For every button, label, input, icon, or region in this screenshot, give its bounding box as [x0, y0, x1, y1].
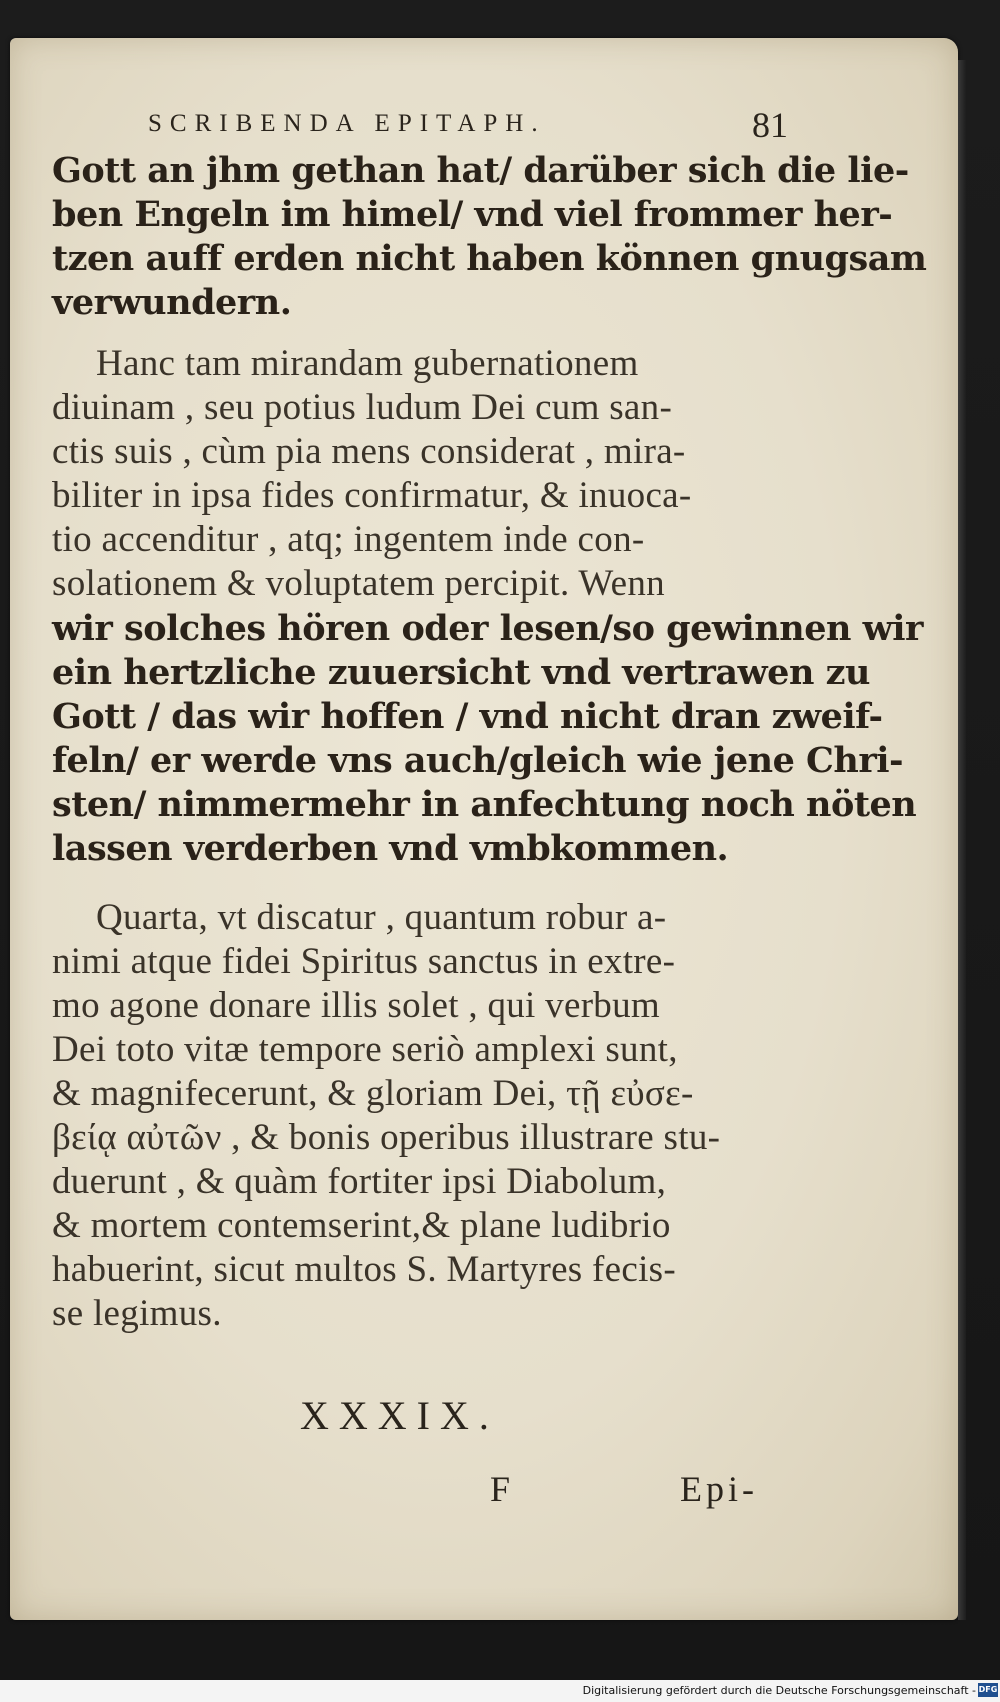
text-line: ein hertzliche zuuersicht vnd vertrawen zu: [52, 652, 870, 693]
text-line: & magnifecerunt, & gloriam Dei, τῇ εὐσε-: [52, 1073, 694, 1114]
text-line: biliter in ipsa fides confirmatur, & inuoca-: [52, 475, 692, 516]
catchword: Epi-: [680, 1469, 758, 1509]
text-line: lassen verderben vnd vmbkommen.: [52, 828, 729, 869]
running-title: SCRIBENDA EPITAPH.: [148, 110, 546, 137]
page-header: [148, 104, 788, 144]
text-line: nimi atque fidei Spiritus sanctus in extre-: [52, 941, 676, 982]
text-line: se legimus.: [52, 1293, 222, 1334]
page-number: 81: [752, 105, 788, 145]
dfg-logo: DFG: [978, 1683, 998, 1697]
text-line: solationem & voluptatem percipit. Wenn: [52, 563, 665, 604]
text-line: diuinam , seu potius ludum Dei cum san-: [52, 387, 673, 428]
text-line: & mortem contemserint,& plane ludibrio: [52, 1205, 671, 1246]
text-line: βείᾳ αὐτῶν , & bonis operibus illustrare stu-: [52, 1117, 721, 1158]
text-line: Gott / das wir hoffen / vnd nicht dran zweif-: [52, 696, 883, 737]
text-line: ctis suis , cùm pia mens considerat , mira-: [52, 431, 686, 472]
text-line: verwundern.: [52, 282, 292, 323]
text-line: habuerint, sicut multos S. Martyres fecis-: [52, 1249, 677, 1290]
text-line: mo agone donare illis solet , qui verbum: [52, 985, 660, 1026]
signature-mark: F: [490, 1469, 511, 1509]
text-line: Dei toto vitæ tempore seriò amplexi sunt,: [52, 1029, 678, 1070]
footer-credit: Digitalisierung gefördert durch die Deutsche Forschungsgemeinschaft -: [582, 1684, 976, 1697]
section-number: XXXIX.: [300, 1393, 499, 1438]
text-line: Hanc tam mirandam gubernationem: [96, 343, 639, 384]
text-line: Gott an jhm gethan hat/ darüber sich die lie-: [52, 150, 909, 191]
text-line: feln/ er werde vns auch/gleich wie jene Chri-: [52, 740, 904, 781]
text-line: ben Engeln im himel/ vnd viel frommer her-: [52, 194, 893, 235]
text-line: sten/ nimmermehr in anfechtung noch nöten: [52, 784, 917, 825]
text-line: Quarta, vt discatur , quantum robur a-: [96, 897, 667, 938]
text-line: wir solches hören oder lesen/so gewinnen wir: [52, 608, 923, 649]
text-line: tio accenditur , atq; ingentem inde con-: [52, 519, 645, 560]
text-line: tzen auff erden nicht haben können gnugsam: [52, 238, 927, 279]
text-line: duerunt , & quàm fortiter ipsi Diabolum,: [52, 1161, 667, 1202]
page-edge: [958, 60, 966, 1620]
